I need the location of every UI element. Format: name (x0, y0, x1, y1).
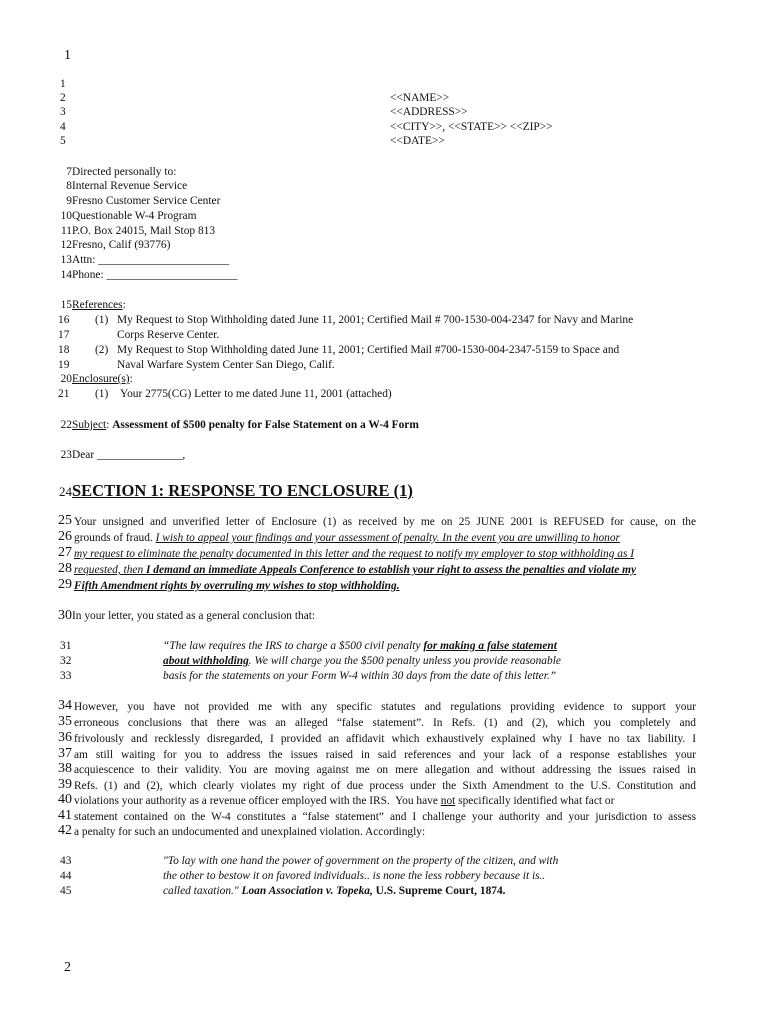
text-run: . We will charge you the $500 penalty unless you provide reasonable (248, 655, 561, 667)
reference-text: My Request to Stop Withholding dated June 11, 2001; Certified Mail # 700-1530-004-2347 for Navy and Marine (117, 314, 634, 326)
address-line: Fresno, Calif (93776) (72, 239, 171, 251)
line-number: 2 (60, 92, 66, 104)
appeals-demand-text: I demand an immediate Appeals Conference to establish your right to assess the penalties and violate my (146, 564, 637, 576)
quote-line: "To lay with one hand the power of government on the property of the citizen, and with (163, 855, 559, 867)
enclosure-marker: (1) (95, 388, 109, 400)
line-number: 22 (60, 419, 72, 431)
line-number: 8 (66, 180, 72, 192)
line-number: 23 (60, 449, 72, 461)
paragraph-line: erroneous conclusions that there was an alleged “false statement”. In Refs. (1) and (2), which you completely and (74, 717, 696, 729)
reference-text: My Request to Stop Withholding dated June 11, 2001; Certified Mail #700-1530-004-2347-5159 to Space and (117, 344, 620, 356)
text-run: “The law requires the IRS to charge a $500 civil penalty (163, 640, 424, 652)
line-number: 40 (58, 792, 72, 807)
line-number: 7 (66, 166, 72, 178)
emphasis-text: about withholding (163, 655, 249, 667)
line-number: 26 (58, 529, 72, 544)
address-line: Fresno Customer Service Center (72, 195, 221, 207)
line-number: 32 (60, 655, 72, 667)
line-number: 42 (58, 823, 72, 838)
quote-line: basis for the statements on your Form W-4 within 30 days from the date of this letter.” (163, 670, 557, 682)
text-run: requested, then (74, 564, 147, 576)
line-number: 12 (60, 239, 72, 251)
page-number-top: 1 (64, 48, 71, 63)
line-number: 39 (58, 777, 72, 792)
line-number: 36 (58, 730, 72, 745)
line-number: 31 (60, 640, 72, 652)
line-number: 11 (61, 225, 72, 237)
address-line: P.O. Box 24015, Mail Stop 813 (72, 225, 216, 237)
paragraph-line: However, you have not provided me with any specific statutes and regulations providing evidence to support your (74, 701, 696, 713)
line-number: 13 (60, 254, 72, 266)
paragraph-line: Fifth Amendment rights by overruling my wishes to stop withholding. (74, 580, 400, 592)
line-number: 45 (60, 885, 72, 897)
line-number: 3 (60, 106, 66, 118)
emphasis-text: not (440, 795, 456, 807)
line-number: 14 (60, 269, 72, 281)
line-number: 20 (60, 373, 72, 385)
reference-marker: (1) (95, 314, 109, 326)
line-number: 15 (60, 299, 72, 311)
court-citation: U.S. Supreme Court, 1874. (372, 885, 506, 897)
line-number: 1 (60, 78, 66, 90)
line-number: 5 (60, 135, 66, 147)
paragraph-line (74, 564, 636, 576)
paragraph-line (74, 532, 620, 544)
line-number: 44 (60, 870, 72, 882)
enclosures-label: Enclosure(s) (72, 373, 130, 385)
line-number: 24 (59, 484, 72, 499)
paragraph-line: Your unsigned and unverified letter of Enclosure (1) as received by me on 25 JUNE 2001 is REFUSED for cause, on the (74, 516, 696, 528)
subject-label: Subject (72, 419, 107, 431)
quote-line (163, 655, 561, 667)
appeal-request-text: I wish to appeal your findings and your assessment of penalty. In the event you are unwilling to honor (155, 532, 620, 544)
conclusion-intro (58, 608, 315, 624)
text-run: violations your authority as a revenue officer employed with the IRS. You have (74, 795, 441, 807)
page-number-bottom: 2 (64, 960, 71, 975)
line-number: 43 (60, 855, 72, 867)
text-run: specifically identified what fact or (455, 795, 615, 807)
paragraph-line: a penalty for such an undocumented and unexplained violation. Accordingly: (74, 826, 426, 838)
paragraph-line: am still waiting for you to address the issues raised in said references and your lack of a response establishes your (74, 749, 696, 761)
quote-line: the other to bestow it on favored individuals.. is none the less robbery because it is.. (163, 870, 546, 882)
enclosure-text: Your 2775(CG) Letter to me dated June 11, 2001 (attached) (120, 388, 392, 400)
conclusion-intro-text: In your letter, you stated as a general conclusion that: (72, 610, 316, 622)
line-number: 35 (58, 714, 72, 729)
paragraph-line: acquiescence to their validity. You are moving against me on mere allegation and without addressing the issues raised in (74, 764, 696, 776)
line-number: 18 (58, 344, 70, 356)
line-number: 10 (60, 210, 72, 222)
line-number: 33 (60, 670, 72, 682)
line-number: 30 (58, 608, 72, 623)
line-number: 4 (60, 121, 66, 133)
paragraph-line: Refs. (1) and (2), which clearly violates my right of due process under the Sixth Amendment to the U.S. Constitution and (74, 780, 696, 792)
phone-line: Phone: _______________________ (72, 269, 238, 281)
reference-marker: (2) (95, 344, 109, 356)
reference-text: Corps Reserve Center. (117, 329, 220, 341)
quote-line (163, 640, 557, 652)
line-number: 28 (58, 561, 72, 576)
emphasis-text: for making a false statement (423, 640, 557, 652)
line-number: 21 (58, 388, 70, 400)
subject-text: Assessment of $500 penalty for False Statement on a W-4 Form (112, 419, 419, 431)
address-line: Questionable W-4 Program (72, 210, 197, 222)
line-number: 27 (58, 545, 72, 560)
address-line: Internal Revenue Service (72, 180, 188, 192)
text-run: grounds of fraud. (74, 532, 156, 544)
salutation-text: Dear _______________, (72, 449, 186, 461)
line-number: 34 (58, 698, 72, 713)
section-heading (58, 481, 413, 501)
line-number: 37 (58, 746, 72, 761)
attn-line: Attn: _______________________ (72, 254, 230, 266)
salutation-line (58, 449, 185, 461)
line-number: 29 (58, 577, 72, 592)
paragraph-line: frivolously and recklessly disregarded, I provided an affidavit which exhaustively explained why I have no tax liability. I (74, 733, 696, 745)
reference-text: Naval Warfare System Center San Diego, Calif. (117, 359, 335, 371)
line-number: 9 (66, 195, 72, 207)
references-label: References (72, 299, 123, 311)
paragraph-line (74, 795, 696, 807)
line-number: 38 (58, 761, 72, 776)
quote-line (163, 885, 506, 897)
line-number: 41 (58, 808, 72, 823)
address-line: Directed personally to: (72, 166, 177, 178)
case-name: Loan Association v. Topeka, (241, 885, 373, 897)
sender-city-state-zip: <<CITY>>, <<STATE>> <<ZIP>> (390, 121, 553, 133)
line-number: 16 (58, 314, 70, 326)
subject-line: 22Subject: Assessment of $500 penalty for False Statement on a W-4 Form (58, 419, 419, 431)
sender-address: <<ADDRESS>> (390, 106, 468, 118)
line-number: 17 (58, 329, 70, 341)
text-run: called taxation." (163, 885, 242, 897)
paragraph-line: statement contained on the W-4 constitutes a “false statement” and I challenge your authority and your jurisdiction to assess (74, 811, 696, 823)
line-number: 19 (58, 359, 70, 371)
paragraph-line: my request to eliminate the penalty documented in this letter and the request to notify my employer to stop withholding as I (74, 548, 635, 560)
section-title: SECTION 1: RESPONSE TO ENCLOSURE (1) (72, 481, 413, 500)
sender-name: <<NAME>> (390, 92, 450, 104)
line-number: 25 (58, 513, 72, 528)
letter-date: <<DATE>> (390, 135, 445, 147)
